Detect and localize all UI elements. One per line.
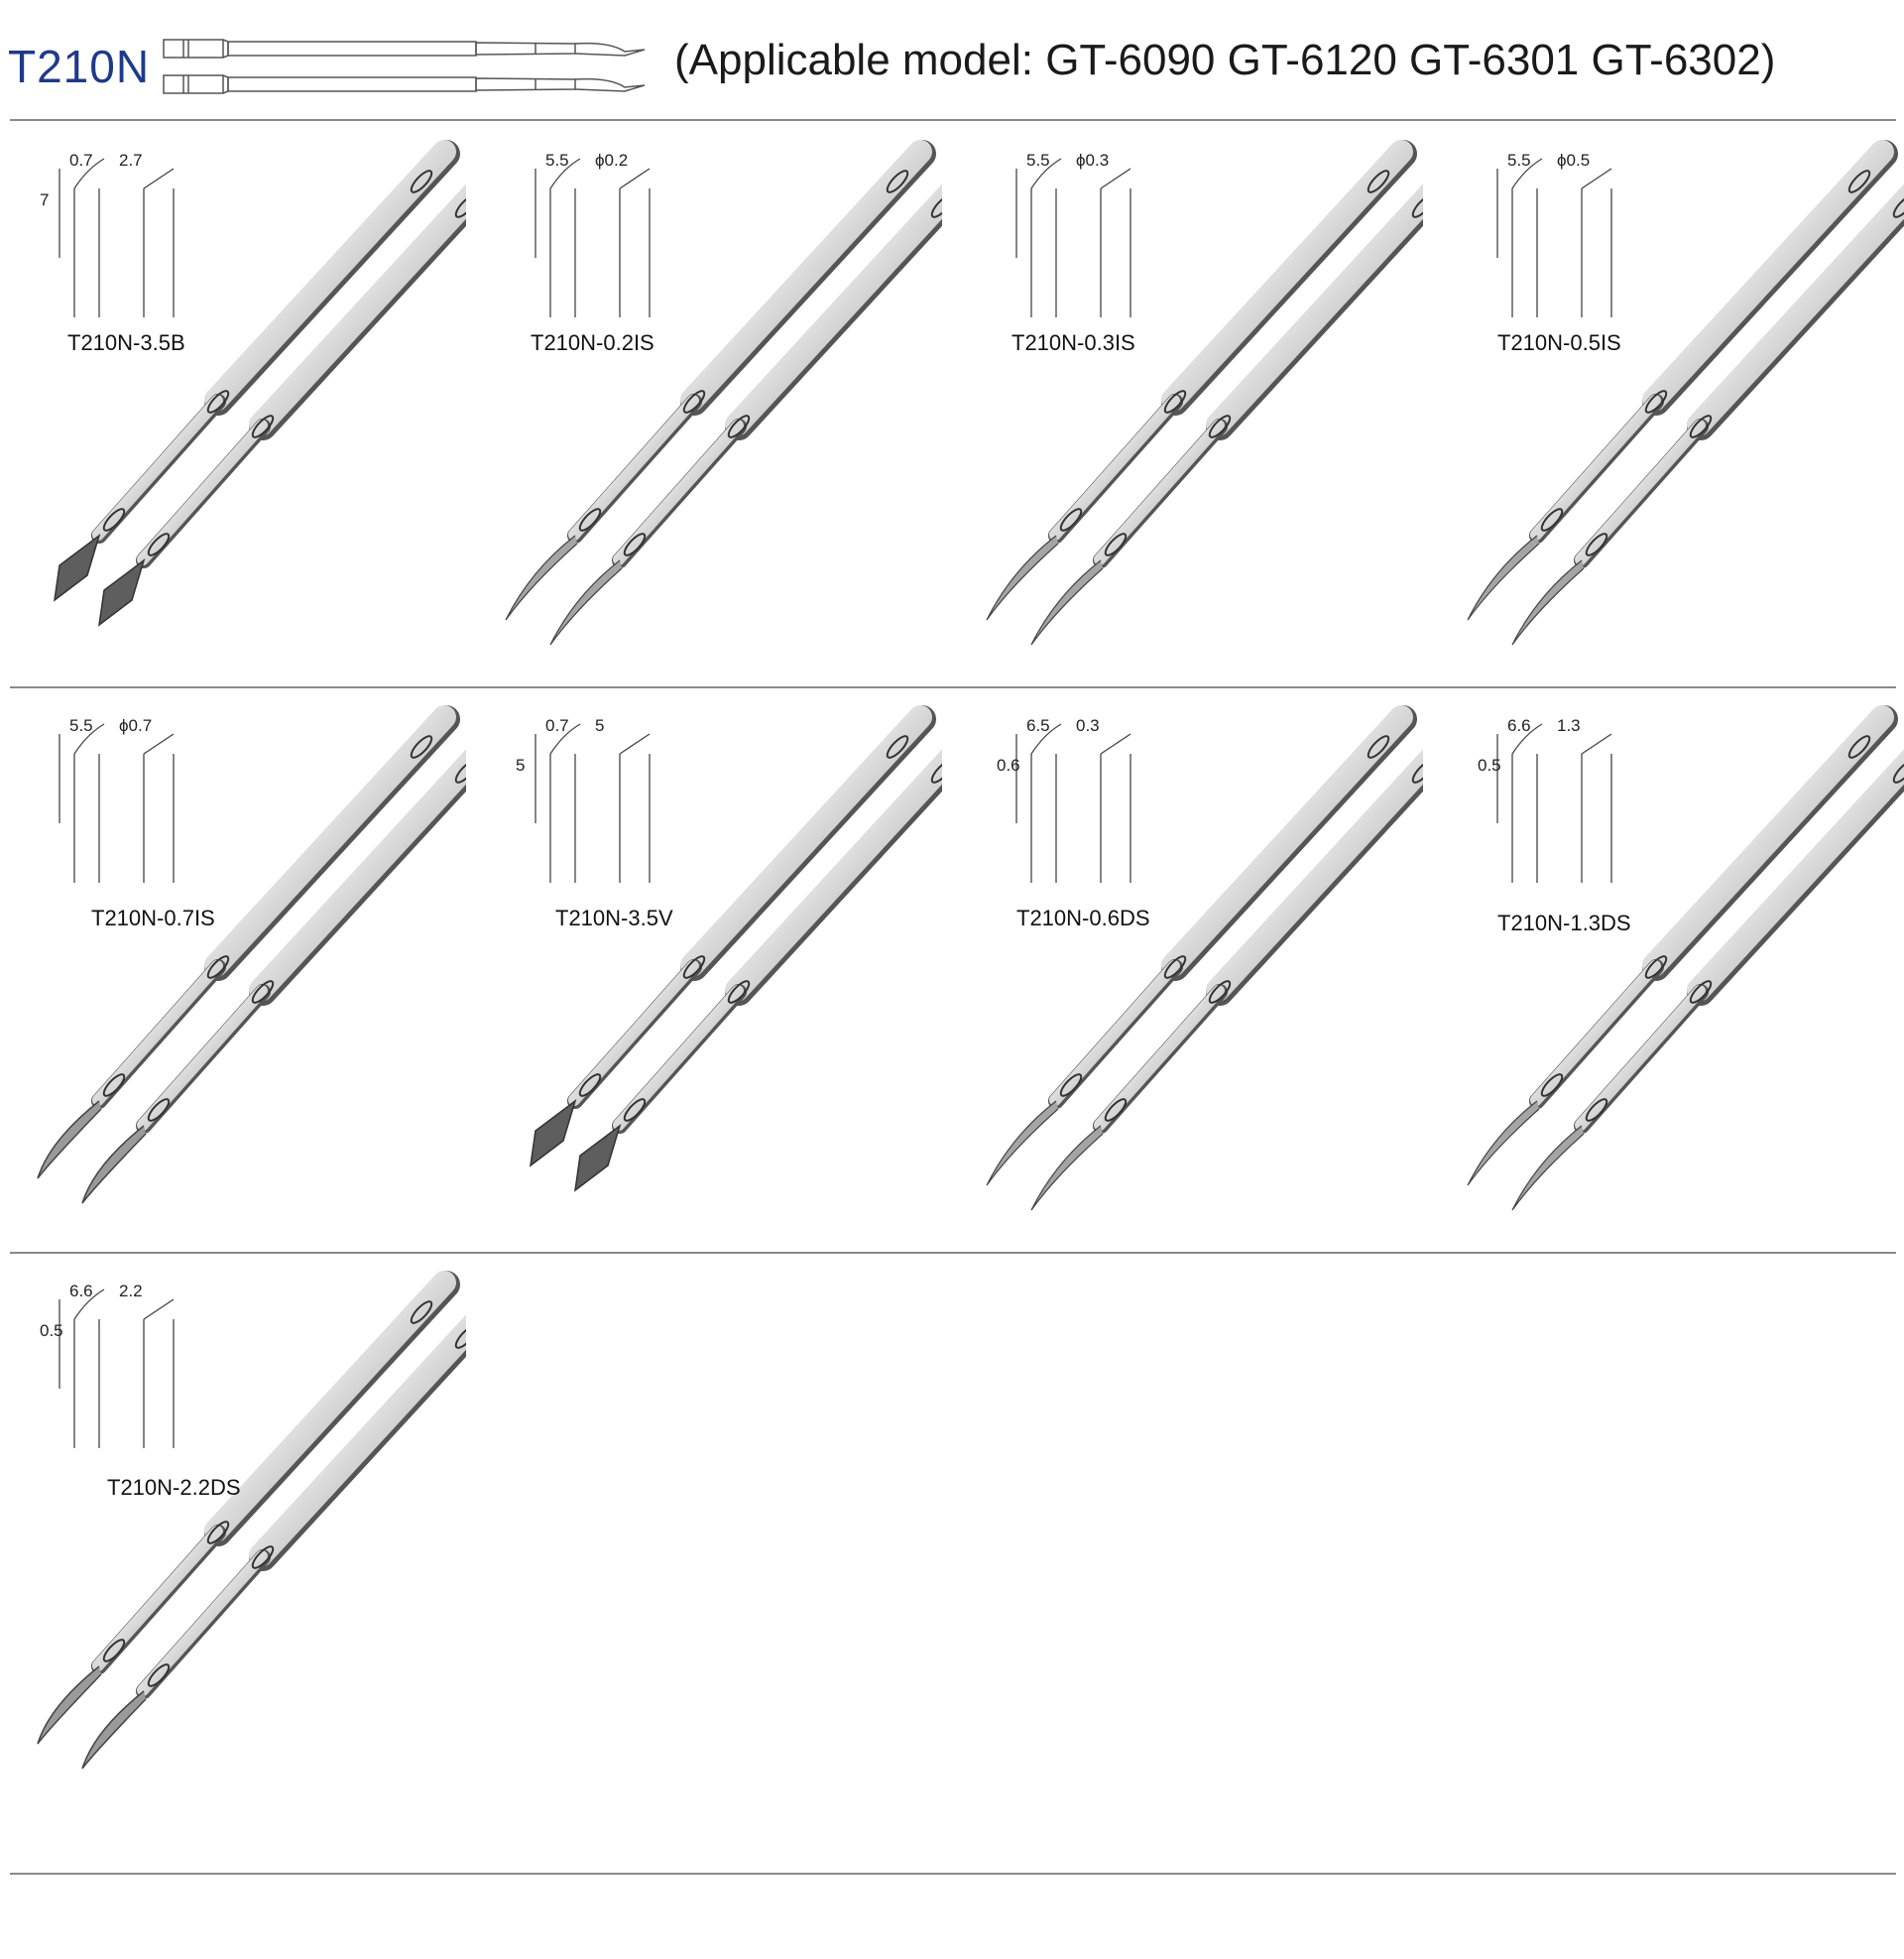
tip-model-label: T210N-0.3IS <box>1012 330 1135 355</box>
tip-card-t210n-1.3ds <box>1438 694 1904 1250</box>
tip-card-t210n-0.2is <box>476 129 942 684</box>
dimension-label: 1.3 <box>1557 716 1581 735</box>
dimension-label: 2.7 <box>119 151 143 170</box>
dimension-label: 0.6 <box>997 756 1020 775</box>
tip-photo <box>0 129 466 684</box>
tip-model-label: T210N-0.7IS <box>91 906 215 930</box>
tip-model-label: T210N-0.2IS <box>531 330 654 355</box>
dimension-label: 0.7 <box>69 151 93 170</box>
tip-card-t210n-0.3is <box>957 129 1423 684</box>
dimension-label: 0.3 <box>1076 716 1100 735</box>
tip-model-label: T210N-3.5B <box>67 330 185 355</box>
divider <box>10 1252 1896 1254</box>
dimension-label: 0.7 <box>545 716 569 735</box>
dimension-label: 2.2 <box>119 1282 143 1300</box>
tip-photo <box>1438 694 1904 1250</box>
tip-card-t210n-3.5v <box>476 694 942 1250</box>
tip-model-label: T210N-2.2DS <box>107 1475 241 1500</box>
tip-photo <box>476 694 942 1250</box>
dimension-label: 7 <box>40 190 50 209</box>
tip-photo <box>0 1260 466 1815</box>
tip-card-t210n-0.6ds <box>957 694 1423 1250</box>
tip-photo <box>0 694 466 1250</box>
tip-photo <box>1438 129 1904 684</box>
dimension-label: 6.5 <box>1026 716 1050 735</box>
dimension-label: 6.6 <box>69 1282 93 1300</box>
tip-outline-icon <box>159 32 654 111</box>
dimension-label: 5.5 <box>1507 151 1531 170</box>
dimension-label: 5 <box>516 756 526 775</box>
page-header <box>0 0 1904 119</box>
dimension-label: 5 <box>595 716 605 735</box>
dimension-label: ϕ0.7 <box>119 716 153 735</box>
tip-card-t210n-0.7is <box>0 694 466 1250</box>
tip-card-t210n-0.5is <box>1438 129 1904 684</box>
tip-photo <box>476 129 942 684</box>
tip-model-label: T210N-3.5V <box>555 906 673 930</box>
applicable-models: (Applicable model: GT-6090 GT-6120 GT-6301 GT-6302) <box>674 36 1776 84</box>
dimension-label: 5.5 <box>545 151 569 170</box>
dimension-label: ϕ0.5 <box>1557 151 1591 170</box>
tip-model-label: T210N-1.3DS <box>1497 911 1631 935</box>
tip-card-t210n-3.5b <box>0 129 466 684</box>
tip-photo <box>957 129 1423 684</box>
tip-model-label: T210N-0.5IS <box>1497 330 1621 355</box>
dimension-label: ϕ0.3 <box>1076 151 1110 170</box>
dimension-label: 6.6 <box>1507 716 1531 735</box>
dimension-label: 0.5 <box>1478 756 1501 775</box>
divider <box>10 1873 1896 1875</box>
divider <box>10 119 1896 121</box>
dimension-label: 5.5 <box>1026 151 1050 170</box>
tip-model-label: T210N-0.6DS <box>1016 906 1150 930</box>
divider <box>10 686 1896 688</box>
dimension-label: 5.5 <box>69 716 93 735</box>
dimension-label: ϕ0.2 <box>595 151 629 170</box>
tip-photo <box>957 694 1423 1250</box>
series-title: T210N <box>8 41 151 92</box>
tip-card-t210n-2.2ds <box>0 1260 466 1815</box>
dimension-label: 0.5 <box>40 1321 63 1340</box>
